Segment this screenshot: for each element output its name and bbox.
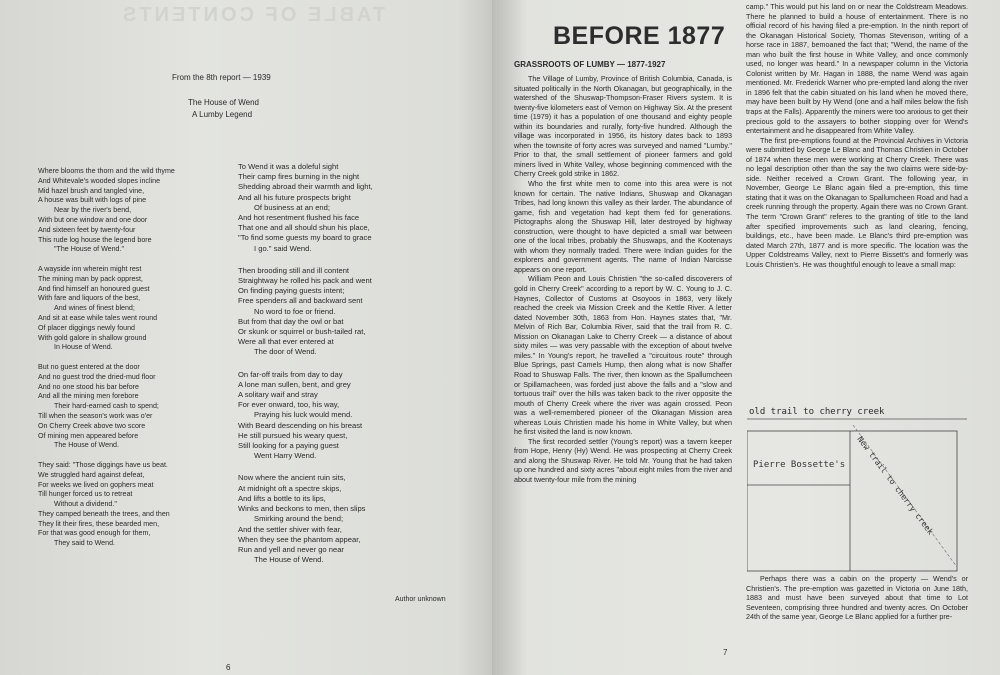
poem-line: And Whitevale's wooded slopes incline bbox=[38, 176, 161, 185]
poem-line: No word to foe or friend. bbox=[254, 306, 336, 316]
poem-stanza bbox=[38, 167, 175, 255]
poem-line: For weeks we lived on gophers meat bbox=[38, 480, 154, 489]
poem-line: Without a dividend." bbox=[54, 500, 117, 509]
poem-line: Went Harry Wend. bbox=[254, 451, 317, 461]
poem-line: Winks and beckons to men, then slips bbox=[238, 504, 366, 514]
poem-line: Till when the season's work was o'er bbox=[38, 411, 153, 420]
paragraph: The Village of Lumby, Province of British Columbia, Canada, is situated politically in the North Okanagan, but geographically, in the watershed of the Shuswap-Thompson-Fraser Rivers system. It is twenty-five kilometers east of Vernon on Highway Six. At the present time (1979) it has a population of one thousand and eighty people within its boundaries and rurally, forty-five hundred. Although the village was incorporated in 1956, its history dates back to 1893 when the townsite of forty acres was surveyed and named "Lumby." Prior to that, the small settlement of pioneer farmers and gold miners lived in White Valley, whose beginning commenced with the Cherry Creek gold strike in 1862. bbox=[514, 74, 732, 179]
hand-drawn-map bbox=[747, 417, 967, 572]
paragraph: William Peon and Louis Christien "the so-called discoverers of gold in Cherry Creek" according to a report by W. C. Young to J. C. Haynes, Collector of Customs at Osoyoos in 1863, very likely reached the creek via Mission Creek and the Kettle River. A letter dated November 30th, 1863 from Hon. Haynes states that, "Mr. Melvin of Rich Bar, Columbia River, said that the trail from R. C. Mission on Okanagan Lake to Cherry Creek — a distance of about sixty miles — was very passable with the exception of about twelve miles." In Young's report, he travelled a "circuitous route" through Blue Springs, past Camels Hump, then along what is now Shaffer Road to Shuswap Falls. The river, then known as the Spallumcheen or Spillamacheen, was forded just above the falls and a "slow and tortuous trail" over the hills was taken back to the river opposite the mouth of Cherry Creek where the river was again crossed. Peon was a well-remembered pioneer of the Okanagan Mission area whereas Louis Christien made his home in White Valley, but when he first visited the land is now known. bbox=[514, 274, 732, 437]
poem-line: Run and yell and never go near bbox=[238, 544, 344, 554]
page-number-right: 7 bbox=[723, 648, 728, 657]
poem-stanza bbox=[38, 265, 175, 353]
poem-stanza bbox=[38, 363, 175, 451]
poem-subtitle: A Lumby Legend bbox=[192, 110, 253, 119]
map-caption-handwritten: old trail to cherry creek bbox=[749, 407, 885, 417]
poem-line: Their camp fires burning in the night bbox=[238, 172, 360, 182]
poem-line: With fare and liquors of the best, bbox=[38, 294, 141, 303]
poem-line: Of business at an end; bbox=[254, 202, 330, 212]
show-through-heading: TABLE OF CONTENTS bbox=[120, 4, 386, 26]
poem-line: Shedding abroad their warmth and light, bbox=[238, 182, 373, 192]
poem-stanza bbox=[238, 473, 373, 565]
poem-line: On far-off trails from day to day bbox=[238, 369, 343, 379]
poem-line: But no guest entered at the door bbox=[38, 362, 140, 371]
poem-line: When they see the phantom appear, bbox=[238, 534, 361, 544]
poem-line: Still looking for a paying guest bbox=[238, 441, 339, 451]
poem-line: Till hunger forced us to retreat bbox=[38, 490, 133, 499]
poem-line: Smirking around the bend; bbox=[254, 514, 344, 524]
poem-line: A wayside inn wherein might rest bbox=[38, 264, 142, 273]
poem-stanza bbox=[238, 266, 373, 358]
poem-line: And hot resentment flushed his face bbox=[238, 213, 360, 223]
section-heading: GRASSROOTS OF LUMBY — 1877-1927 bbox=[514, 60, 666, 69]
left-page bbox=[0, 0, 497, 675]
poem-line: And sixteen feet by twenty-four bbox=[38, 225, 136, 234]
poem-line: A lone man sullen, bent, and grey bbox=[238, 379, 351, 389]
poem-line: Straightway he rolled his pack and went bbox=[238, 276, 372, 286]
poem-title: The House of Wend bbox=[188, 98, 260, 107]
poem-line: We struggled hard against defeat, bbox=[38, 470, 145, 479]
poem-line: Free spenders all and backward sent bbox=[238, 296, 363, 306]
chapter-title: BEFORE 1877 bbox=[553, 22, 726, 50]
poem-author: Author unknown bbox=[395, 596, 446, 603]
poem-line: "To find some guests my board to grace bbox=[238, 233, 372, 243]
poem-line: "The House of Wend." bbox=[54, 245, 124, 254]
poem-line: Mid hazel brush and tangled vine, bbox=[38, 186, 145, 195]
poem-line: They said: "Those diggings have us beat. bbox=[38, 460, 168, 469]
poem-column-left bbox=[38, 167, 175, 559]
poem-line: A house was built with logs of pine bbox=[38, 196, 147, 205]
poem-line: And lifts a bottle to its lips, bbox=[238, 493, 326, 503]
map-label-trail: New trail to cherry creek bbox=[855, 434, 936, 537]
poem-line: On Cherry Creek above two score bbox=[38, 421, 146, 430]
poem-line: With Beard descending on his breast bbox=[238, 420, 363, 430]
poem-line: I go." said Wend. bbox=[254, 243, 312, 253]
map-label-property: Pierre Bossette's bbox=[753, 460, 846, 470]
poem-line: At midnight oft a spectre skips, bbox=[238, 483, 342, 493]
poem-intro bbox=[172, 72, 271, 121]
poem-line: They camped beneath the trees, and then bbox=[38, 509, 170, 518]
poem-line: The House of Wend. bbox=[254, 555, 324, 565]
poem-line: And sit at ease while tales went round bbox=[38, 313, 158, 322]
poem-line: In House of Wend. bbox=[54, 343, 113, 352]
paragraph: The first pre-emptions found at the Provincial Archives in Victoria were submitted by George Le Blanc and Thomas Christien in October of 1874 when these men were working at Cherry Creek. There was no legal description other than the say the two claims were side-by-side. Neither received a Crown Grant. The following year, in November, George Le Blanc again filed a pre-emption, this time stating that it was on the Okanagan to Spallumcheen Road and had a creek running through the property. Again there was no Crown Grant. The term "Crown Grant" referes to the granting of title to the land after specified improvements such as land clearing, fencing, buildings, etc., have been made. Le Blanc's third pre-emption was dated March 27th, 1877 and is more specific. The location was the Upper Coldstreams Valley, next to Pierre Bissett's and formerly was Louis Christien's. He was thoughtful enough to leave a small map: bbox=[746, 135, 968, 269]
poem-line: Of mining men appeared before bbox=[38, 431, 139, 440]
article-column-2 bbox=[746, 2, 968, 269]
poem-line: With but one window and one door bbox=[38, 215, 148, 224]
poem-line: And all the mining men forebore bbox=[38, 392, 139, 401]
poem-line: Near by the river's bend, bbox=[54, 206, 132, 215]
poem-line: Then brooding still and ill content bbox=[238, 265, 350, 275]
poem-line: Where blooms the thorn and the wild thyme bbox=[38, 167, 175, 175]
poem-stanza bbox=[238, 162, 373, 254]
poem-line: And the settler shiver with fear, bbox=[238, 524, 342, 534]
poem-line: Were all that ever entered at bbox=[238, 337, 334, 347]
poem-line: Praying his luck would mend. bbox=[254, 410, 353, 420]
poem-line: And all his future prospects bright bbox=[238, 192, 351, 202]
poem-stanza bbox=[238, 370, 373, 462]
poem-line: With gold galore in shallow ground bbox=[38, 333, 147, 342]
poem-line: Now where the ancient ruin sits, bbox=[238, 473, 346, 483]
poem-line: Of placer diggings newly found bbox=[38, 323, 136, 332]
map-border bbox=[747, 431, 957, 571]
page-number-left: 6 bbox=[226, 663, 231, 672]
article-column-1 bbox=[514, 74, 732, 485]
poem-line: A solitary waif and stray bbox=[238, 390, 318, 400]
paragraph: camp." This would put his land on or near the Coldstream Meadows. There he planned to build a house of entertainment. There is no official record of his having filed a pre-emption. In the ninth report of the Okanagan Historical Society, Thomas Stevenson, writing of a horse race in 1887, bemoaned the fact that; "Wend, the name of the man who built the first house in White Valley, and once commonly used, no longer was heard." In a newspaper column in the Victoria Colonist written by Mr. Hagan in 1888, the name Wend was again mentioned. Mr. Frederick Warner who pre-empted land along the river in 1896 felt that the cabin situated on his land when he moved there, may have been built by Hy Wend (one and a half miles below the fish traps at the Falls). Apparently the miners were too anxious to get their precious gold to the assayers to bother stopping over for Wend's entertainment and he disappeared from White Valley. bbox=[746, 2, 968, 136]
poem-stanza bbox=[38, 461, 175, 549]
poem-line: They lit their fires, these bearded men, bbox=[38, 519, 160, 528]
report-source: From the 8th report — 1939 bbox=[172, 73, 271, 82]
poem-line: Or skunk or squirrel or bush-tailed rat, bbox=[238, 327, 366, 337]
poem-line: He still pursued his weary quest, bbox=[238, 430, 348, 440]
poem-line: But from that day the owl or bat bbox=[238, 316, 344, 326]
poem-line: The door of Wend. bbox=[254, 347, 317, 357]
poem-line: For that was good enough for them, bbox=[38, 529, 151, 538]
poem-line: To Wend it was a doleful sight bbox=[238, 162, 339, 171]
poem-line: And wines of finest blend; bbox=[54, 304, 135, 313]
paragraph: Who the first white men to come into this area were is not known for certain. The native Indians, Shuswap and Okanagan Tribes, had long known this valley as their larder. The abundance of game, fish and vegetation had kept them fed for generations. Pictographs along the Shuswap Hill, later destroyed by highway construction, were thought to have depicted a small war between one of the local tribes, probably the Shuswaps, and the Kootenays with whom they normally traded. There were Indian guides for the explorers and government agents. The name of Indian Narcisse appears on one report. bbox=[514, 179, 732, 274]
poem-line: And no one stood his bar before bbox=[38, 382, 139, 391]
poem-column-right bbox=[238, 162, 373, 577]
poem-line: The mining man by pack opprest, bbox=[38, 274, 143, 283]
poem-line: And find himself an honoured guest bbox=[38, 284, 150, 293]
article-column-2-continued bbox=[746, 574, 968, 622]
poem-line: That one and all should shun his place, bbox=[238, 223, 370, 233]
poem-line: And no guest trod the dried-mud floor bbox=[38, 372, 156, 381]
poem-line: Their hard-earned cash to spend; bbox=[54, 402, 159, 411]
poem-line: The House of Wend. bbox=[54, 441, 119, 450]
poem-line: This rude log house the legend bore bbox=[38, 235, 152, 244]
right-page bbox=[497, 0, 1000, 675]
paragraph: Perhaps there was a cabin on the property — Wend's or Christien's. The pre-emption was gazetted in Victoria on June 18th, 1883 and must have been surveyed about that time to Lot Seventeen, comprising three hundred and twenty acres. On October 24th of the same year, George Le Blanc applied for a further pre- bbox=[746, 574, 968, 622]
poem-line: They said to Wend. bbox=[54, 539, 115, 548]
paragraph: The first recorded settler (Young's report) was a tavern keeper from Hope, Henry (Hy) Wend. He was prospecting at Cherry Creek and along the Shuswap River. He told Mr. Young that he had taken up one hundred and sixty acres "about eight miles from the river and about twenty-four mile from the mining bbox=[514, 436, 732, 484]
poem-line: On finding paying guests intent; bbox=[238, 286, 345, 296]
poem-line: For ever onward, too, his way, bbox=[238, 400, 340, 410]
